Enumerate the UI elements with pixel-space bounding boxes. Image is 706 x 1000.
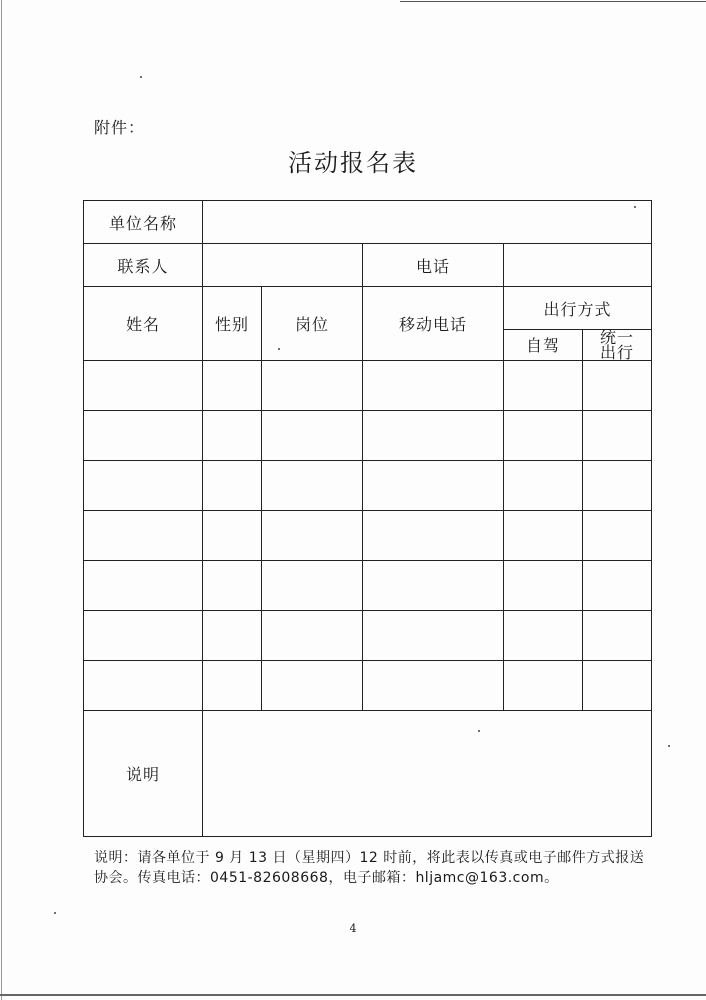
table-row	[84, 511, 652, 561]
cell-self-drive[interactable]	[504, 611, 583, 661]
cell-gender[interactable]	[203, 361, 262, 411]
scan-speck	[54, 912, 56, 914]
col-header-name: 姓名	[84, 287, 203, 361]
col-header-travel-mode: 出行方式	[504, 287, 652, 330]
col-header-mobile: 移动电话	[363, 287, 504, 361]
phone-field[interactable]	[504, 244, 652, 287]
scan-speck	[140, 76, 142, 78]
table-row	[84, 411, 652, 461]
cell-mobile[interactable]	[363, 361, 504, 411]
cell-name[interactable]	[84, 511, 203, 561]
scan-edge-bottom	[0, 994, 706, 996]
unit-name-field[interactable]	[203, 201, 652, 244]
col-header-unified-travel	[583, 330, 652, 361]
instructions-line-2: 协会。传真电话：0451-82608668，电子邮箱：hljamc@163.com。	[94, 870, 559, 886]
form-title: 活动报名表	[288, 149, 418, 177]
cell-name[interactable]	[84, 361, 203, 411]
scan-edge-top	[400, 1, 706, 2]
contact-label: 联系人	[84, 244, 203, 287]
attachment-label: 附件：	[94, 118, 146, 137]
cell-position[interactable]	[262, 561, 363, 611]
cell-name[interactable]	[84, 461, 203, 511]
unified-travel-text: 统一出行	[600, 328, 635, 362]
cell-gender[interactable]	[203, 561, 262, 611]
table-row	[84, 611, 652, 661]
cell-self-drive[interactable]	[504, 661, 583, 711]
cell-name[interactable]	[84, 561, 203, 611]
cell-unified-travel[interactable]	[583, 511, 652, 561]
cell-gender[interactable]	[203, 611, 262, 661]
cell-mobile[interactable]	[363, 561, 504, 611]
remarks-field[interactable]	[203, 711, 652, 837]
col-header-position: 岗位	[262, 287, 363, 361]
cell-gender[interactable]	[203, 511, 262, 561]
cell-name[interactable]	[84, 411, 203, 461]
cell-self-drive[interactable]	[504, 411, 583, 461]
cell-position[interactable]	[262, 611, 363, 661]
table-row	[84, 661, 652, 711]
cell-unified-travel[interactable]	[583, 361, 652, 411]
col-header-self-drive: 自驾	[504, 330, 583, 361]
cell-unified-travel[interactable]	[583, 461, 652, 511]
cell-mobile[interactable]	[363, 611, 504, 661]
cell-self-drive[interactable]	[504, 511, 583, 561]
cell-position[interactable]	[262, 661, 363, 711]
cell-name[interactable]	[84, 661, 203, 711]
remarks-row	[84, 711, 652, 837]
cell-gender[interactable]	[203, 661, 262, 711]
scan-speck	[668, 745, 670, 747]
cell-mobile[interactable]	[363, 411, 504, 461]
cell-position[interactable]	[262, 511, 363, 561]
cell-position[interactable]	[262, 461, 363, 511]
instructions-line-1: 说明：请各单位于 9 月 13 日（星期四）12 时前，将此表以传真或电子邮件方式报送	[94, 850, 645, 866]
unit-name-row	[84, 201, 652, 244]
cell-self-drive[interactable]	[504, 561, 583, 611]
cell-unified-travel[interactable]	[583, 611, 652, 661]
cell-gender[interactable]	[203, 461, 262, 511]
contact-field[interactable]	[203, 244, 363, 287]
cell-position[interactable]	[262, 361, 363, 411]
cell-unified-travel[interactable]	[583, 561, 652, 611]
table-row	[84, 561, 652, 611]
header-row-top	[84, 287, 652, 330]
page-number: 4	[349, 922, 357, 935]
cell-self-drive[interactable]	[504, 361, 583, 411]
cell-mobile[interactable]	[363, 661, 504, 711]
cell-unified-travel[interactable]	[583, 661, 652, 711]
table-row	[84, 361, 652, 411]
unit-name-label: 单位名称	[84, 201, 203, 244]
cell-name[interactable]	[84, 611, 203, 661]
contact-row	[84, 244, 652, 287]
cell-gender[interactable]	[203, 411, 262, 461]
cell-mobile[interactable]	[363, 511, 504, 561]
remarks-label: 说明	[84, 711, 203, 837]
col-header-gender: 性别	[203, 287, 262, 361]
registration-form-table	[83, 200, 652, 837]
instructions-note	[94, 848, 664, 888]
phone-label: 电话	[363, 244, 504, 287]
cell-position[interactable]	[262, 411, 363, 461]
cell-self-drive[interactable]	[504, 461, 583, 511]
cell-unified-travel[interactable]	[583, 411, 652, 461]
table-row	[84, 461, 652, 511]
cell-mobile[interactable]	[363, 461, 504, 511]
